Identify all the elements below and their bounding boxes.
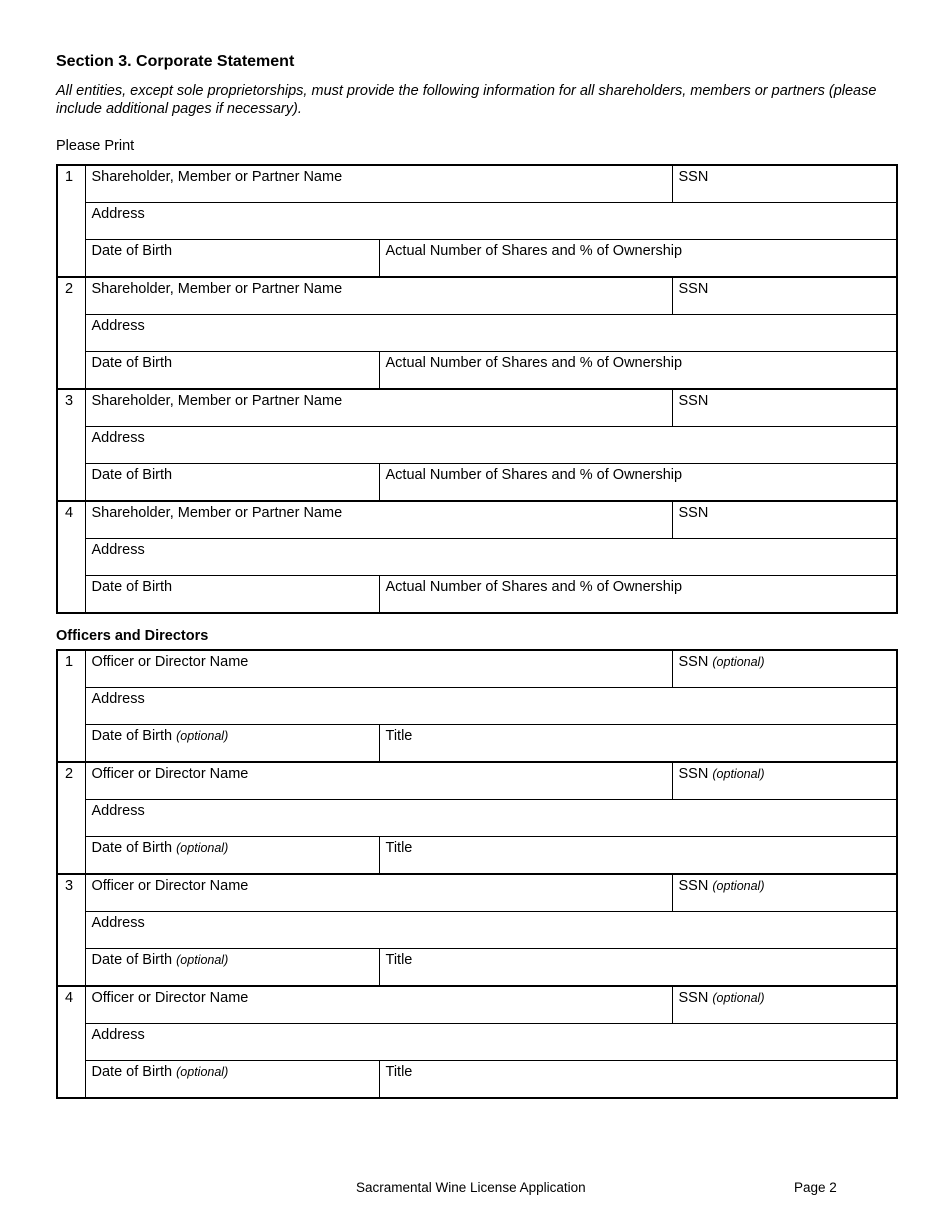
ssn-field[interactable] bbox=[672, 389, 897, 427]
shareholder-entry-3 bbox=[57, 389, 897, 501]
ssn-field[interactable] bbox=[672, 277, 897, 315]
field-label: Address bbox=[91, 803, 145, 819]
title-field[interactable] bbox=[379, 725, 897, 763]
entry-number: 1 bbox=[57, 165, 85, 277]
date-of-birth-field[interactable] bbox=[85, 240, 379, 278]
officer-entry-4 bbox=[57, 986, 897, 1098]
entry-number: 2 bbox=[57, 277, 85, 389]
entry-number: 3 bbox=[57, 389, 85, 501]
field-label: Title bbox=[385, 1064, 413, 1080]
field-label: Shareholder, Member or Partner Name bbox=[91, 393, 343, 409]
address-field[interactable] bbox=[85, 688, 897, 725]
officer-name-field[interactable] bbox=[85, 986, 672, 1024]
shares-ownership-field[interactable] bbox=[379, 576, 897, 614]
section-title: Section 3. Corporate Statement bbox=[56, 53, 295, 70]
optional-note: (optional) bbox=[176, 729, 229, 743]
ssn-field[interactable] bbox=[672, 874, 897, 912]
please-print-label: Please Print bbox=[56, 138, 135, 154]
field-label: Officer or Director Name bbox=[91, 766, 249, 782]
ssn-field[interactable] bbox=[672, 165, 897, 203]
date-of-birth-field[interactable] bbox=[85, 352, 379, 390]
intro-text: All entities, except sole proprietorships, must provide the following information for all shareholders, members or partners (please include additional pages if necessary). bbox=[56, 83, 877, 117]
ssn-field[interactable] bbox=[672, 762, 897, 800]
date-of-birth-field[interactable] bbox=[85, 464, 379, 502]
address-field[interactable] bbox=[85, 1024, 897, 1061]
field-label: Address bbox=[91, 318, 145, 334]
officer-entry-2 bbox=[57, 762, 897, 874]
optional-note: (optional) bbox=[176, 841, 229, 855]
ssn-field[interactable] bbox=[672, 650, 897, 688]
field-label: SSN bbox=[678, 281, 709, 297]
shares-ownership-field[interactable] bbox=[379, 464, 897, 502]
field-label: Title bbox=[385, 728, 413, 744]
address-field[interactable] bbox=[85, 315, 897, 352]
field-label: Actual Number of Shares and % of Ownership bbox=[385, 579, 683, 595]
address-field[interactable] bbox=[85, 912, 897, 949]
entry-number: 4 bbox=[57, 501, 85, 613]
field-label: Shareholder, Member or Partner Name bbox=[91, 505, 343, 521]
officer-name-field[interactable] bbox=[85, 650, 672, 688]
officer-entry-3 bbox=[57, 874, 897, 986]
field-label: Date of Birth (optional) bbox=[91, 728, 229, 744]
field-label: Date of Birth (optional) bbox=[91, 840, 229, 856]
shareholder-name-field[interactable] bbox=[85, 277, 672, 315]
field-label: SSN bbox=[678, 393, 709, 409]
shareholder-entry-2 bbox=[57, 277, 897, 389]
address-field[interactable] bbox=[85, 203, 897, 240]
address-field[interactable] bbox=[85, 427, 897, 464]
title-field[interactable] bbox=[379, 837, 897, 875]
optional-note: (optional) bbox=[176, 953, 229, 967]
field-label: Date of Birth bbox=[91, 243, 173, 259]
field-label: SSN bbox=[678, 505, 709, 521]
optional-note: (optional) bbox=[712, 767, 765, 781]
date-of-birth-field[interactable] bbox=[85, 1061, 379, 1099]
date-of-birth-field[interactable] bbox=[85, 837, 379, 875]
field-label: Officer or Director Name bbox=[91, 878, 249, 894]
field-label: Date of Birth bbox=[91, 579, 173, 595]
field-label: Date of Birth bbox=[91, 467, 173, 483]
optional-note: (optional) bbox=[712, 879, 765, 893]
field-label: SSN (optional) bbox=[678, 766, 765, 782]
officers-table bbox=[56, 649, 898, 1099]
footer-page-number: Page 2 bbox=[794, 1180, 837, 1195]
date-of-birth-field[interactable] bbox=[85, 576, 379, 614]
field-label: SSN (optional) bbox=[678, 990, 765, 1006]
field-label: Actual Number of Shares and % of Ownership bbox=[385, 467, 683, 483]
address-field[interactable] bbox=[85, 539, 897, 576]
shares-ownership-field[interactable] bbox=[379, 240, 897, 278]
field-label: SSN (optional) bbox=[678, 878, 765, 894]
shares-ownership-field[interactable] bbox=[379, 352, 897, 390]
entry-number: 1 bbox=[57, 650, 85, 762]
title-field[interactable] bbox=[379, 949, 897, 987]
address-field[interactable] bbox=[85, 800, 897, 837]
field-label: Address bbox=[91, 1027, 145, 1043]
shareholder-entry-1 bbox=[57, 165, 897, 277]
date-of-birth-field[interactable] bbox=[85, 949, 379, 987]
ssn-field[interactable] bbox=[672, 986, 897, 1024]
shareholder-name-field[interactable] bbox=[85, 501, 672, 539]
footer-document-title: Sacramental Wine License Application bbox=[356, 1180, 586, 1195]
field-label: Actual Number of Shares and % of Ownership bbox=[385, 355, 683, 371]
officer-name-field[interactable] bbox=[85, 874, 672, 912]
field-label: Address bbox=[91, 430, 145, 446]
field-label: Date of Birth (optional) bbox=[91, 1064, 229, 1080]
shareholder-entry-4 bbox=[57, 501, 897, 613]
ssn-field[interactable] bbox=[672, 501, 897, 539]
field-label: Date of Birth bbox=[91, 355, 173, 371]
entry-number: 3 bbox=[57, 874, 85, 986]
field-label: SSN (optional) bbox=[678, 654, 765, 670]
officers-directors-heading: Officers and Directors bbox=[56, 628, 209, 644]
field-label: Officer or Director Name bbox=[91, 654, 249, 670]
field-label: Title bbox=[385, 840, 413, 856]
entry-number: 2 bbox=[57, 762, 85, 874]
shareholders-table bbox=[56, 164, 898, 614]
entry-number: 4 bbox=[57, 986, 85, 1098]
field-label: Actual Number of Shares and % of Ownership bbox=[385, 243, 683, 259]
field-label: Title bbox=[385, 952, 413, 968]
field-label: SSN bbox=[678, 169, 709, 185]
optional-note: (optional) bbox=[712, 991, 765, 1005]
field-label: Shareholder, Member or Partner Name bbox=[91, 281, 343, 297]
optional-note: (optional) bbox=[712, 655, 765, 669]
officer-name-field[interactable] bbox=[85, 762, 672, 800]
field-label: Officer or Director Name bbox=[91, 990, 249, 1006]
field-label: Address bbox=[91, 542, 145, 558]
field-label: Address bbox=[91, 206, 145, 222]
optional-note: (optional) bbox=[176, 1065, 229, 1079]
title-field[interactable] bbox=[379, 1061, 897, 1099]
shareholder-name-field[interactable] bbox=[85, 165, 672, 203]
shareholder-name-field[interactable] bbox=[85, 389, 672, 427]
field-label: Address bbox=[91, 691, 145, 707]
field-label: Date of Birth (optional) bbox=[91, 952, 229, 968]
field-label: Shareholder, Member or Partner Name bbox=[91, 169, 343, 185]
date-of-birth-field[interactable] bbox=[85, 725, 379, 763]
field-label: Address bbox=[91, 915, 145, 931]
officer-entry-1 bbox=[57, 650, 897, 762]
